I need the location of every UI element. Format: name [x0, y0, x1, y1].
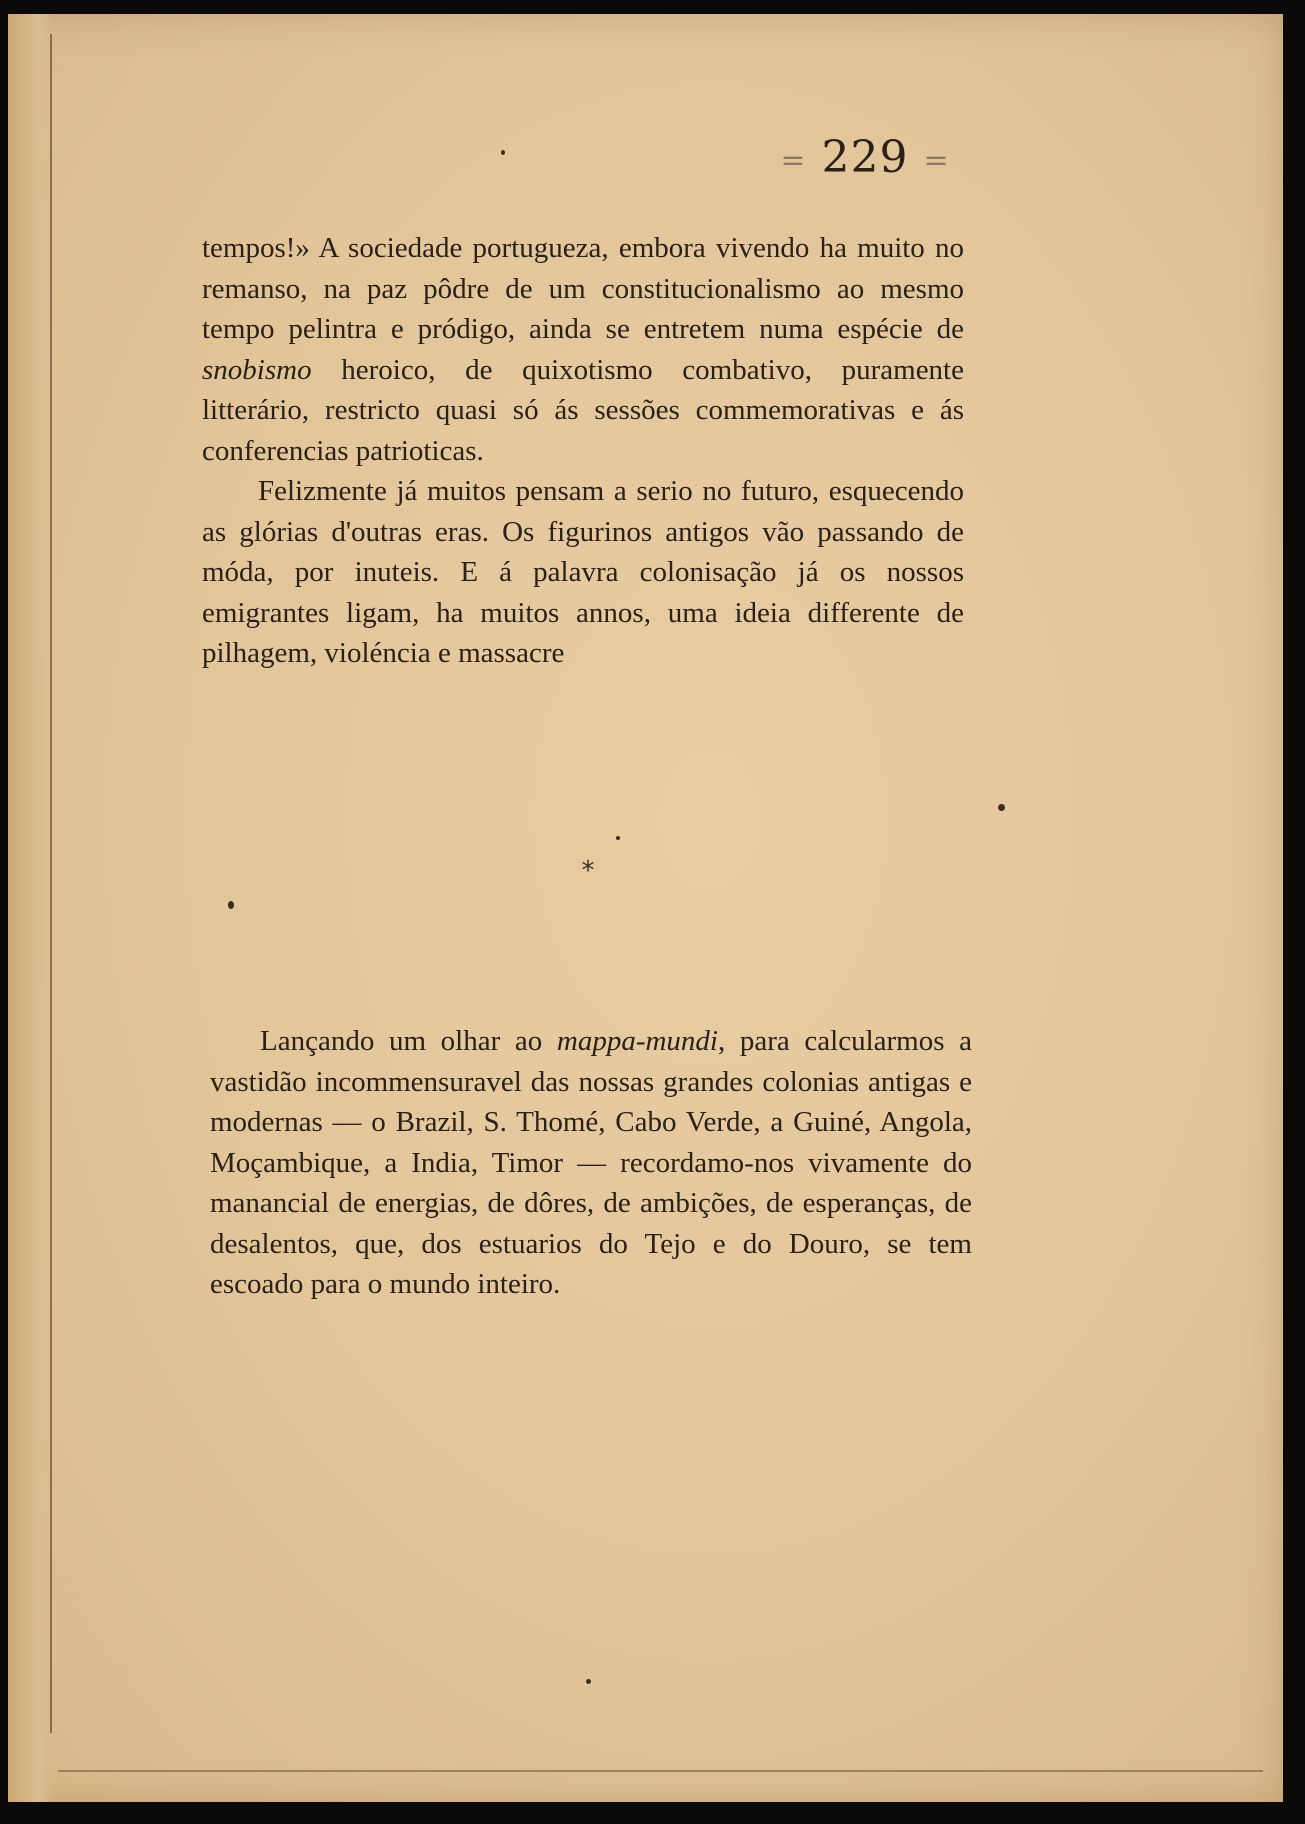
page-number-left-rule: = — [780, 143, 807, 178]
paragraph-3-before: Lançando um olhar ao — [260, 1025, 557, 1057]
paragraph-1 — [202, 228, 964, 471]
paragraph-1-text: tempos!» A sociedade portugueza, embora vivendo ha muito no remanso, na paz pôdre de um constitucionalismo ao mesmo tempo pelintra e pródigo, ainda se entretem numa espécie de — [202, 232, 964, 345]
paragraph-1-rest: heroico, de quixotismo combativo, puramente litterário, restricto quasi só ás sessões commemorativas e ás conferencias patrioticas. — [202, 353, 964, 467]
paragraph-3-after: , para calcularmos a vastidão incommensuravel das nossas grandes colonias antigas e modernas — o Brazil, S. Thomé, Cabo Verde, a Guiné, Angola, Moçambique, a India, Timor — recordamo-nos vivamente do manancial de energias, de dôres, de ambições, de esperanças, de desalentos, que, dos estuarios do Tejo e do Douro, se tem escoado para o mundo inteiro. — [210, 1025, 973, 1300]
paragraph-2: Felizmente já muitos pensam a serio no futuro, esquecendo as glórias d'outras eras. Os figurinos antigos vão passando de móda, por inuteis. E á palavra colonisação já os nossos emigrantes ligam, ha muitos annos, uma ideia differente de pilhagem, violéncia e massacre — [202, 475, 964, 669]
print-speck — [501, 150, 505, 155]
bottom-page-rule — [58, 1770, 1263, 1772]
paragraph-3 — [210, 1021, 972, 1305]
text-block-lower — [210, 1021, 972, 1305]
page-number-value: 229 — [821, 132, 909, 183]
print-speck — [998, 804, 1005, 811]
text-block-upper — [202, 228, 964, 674]
paragraph-3-italic: mappa-mundi — [556, 1025, 718, 1057]
page-binding-edge — [8, 14, 52, 1802]
paragraph-1-italic: snobismo — [202, 353, 312, 386]
print-speck — [616, 836, 620, 840]
print-speck — [228, 901, 234, 909]
book-page — [8, 14, 1283, 1802]
page-number — [760, 132, 970, 183]
section-separator-asterisk: * — [581, 856, 595, 886]
print-speck — [586, 1679, 591, 1684]
page-number-right-rule: = — [923, 143, 950, 178]
